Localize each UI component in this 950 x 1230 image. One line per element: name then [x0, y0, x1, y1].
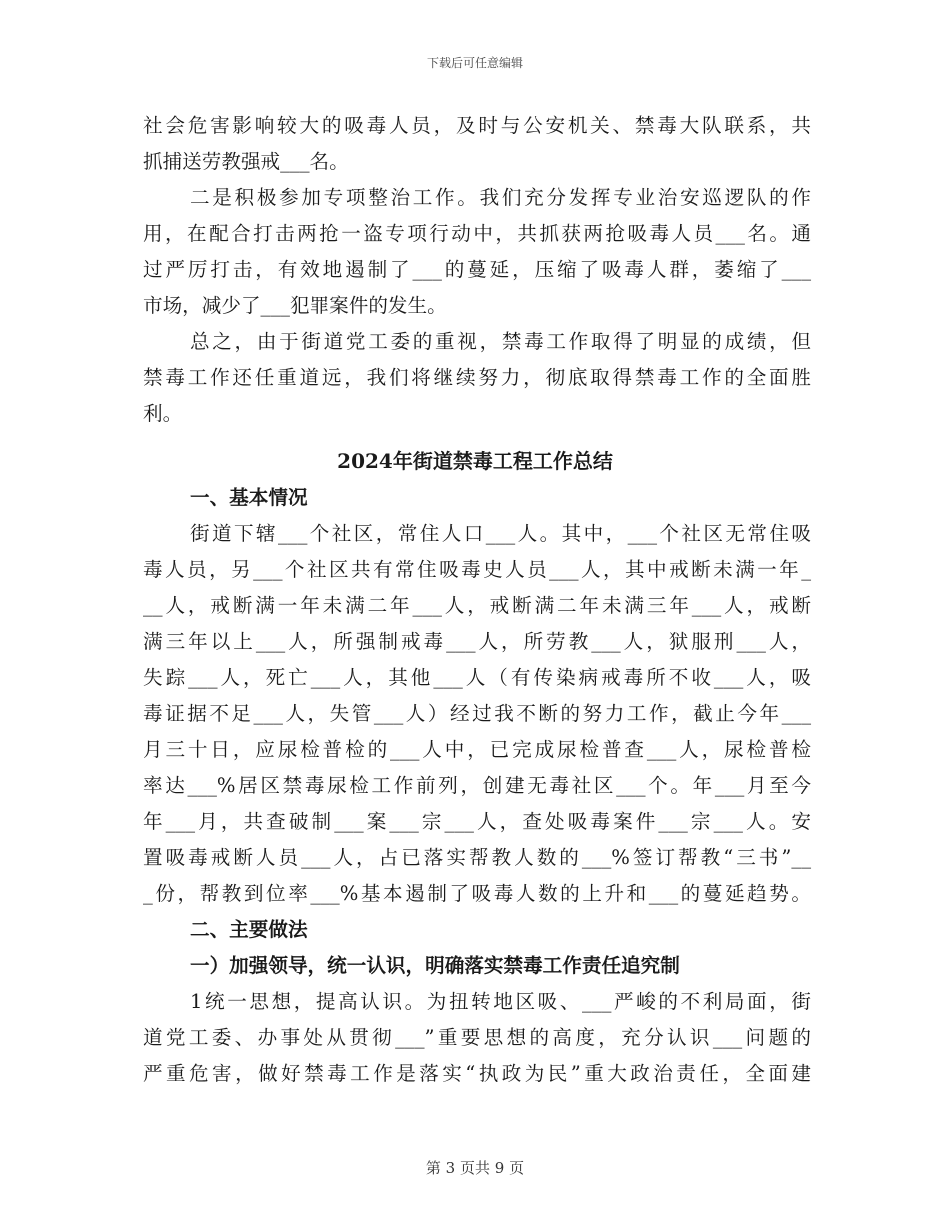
- subsection-heading: 一）加强领导，统一认识，明确落实禁毒工作责任追究制: [190, 954, 680, 977]
- paragraph-line: 置吸毒戒断人员___人，占已落实帮教人数的___%签订帮教“三书”__: [143, 846, 811, 869]
- section-heading: 二、主要做法: [190, 918, 308, 941]
- paragraph-line: 失踪___人，死亡___人，其他___人（有传染病戒毒所不收___人，吸: [143, 666, 811, 689]
- paragraph-line: 用，在配合打击两抢一盗专项行动中，共抓获两抢吸毒人员___名。通: [143, 222, 811, 245]
- paragraph-line: 街道下辖___个社区，常住人口___人。其中，___个社区无常住吸: [190, 522, 811, 545]
- page-header: 下载后可任意编辑: [426, 56, 523, 70]
- paragraph-line: 道党工委、办事处从贯彻___”重要思想的高度，充分认识___问题的: [143, 1026, 811, 1049]
- paragraph-line: 市场，减少了___犯罪案件的发生。: [143, 294, 447, 317]
- paragraph-line: 过严厉打击，有效地遏制了___的蔓延，压缩了吸毒人群，萎缩了___: [143, 258, 811, 281]
- page-footer: 第 3 页共 9 页: [425, 1159, 525, 1177]
- paragraph-line: 率达___%居区禁毒尿检工作前列，创建无毒社区___个。年___月至今: [143, 774, 811, 797]
- paragraph-line: 毒证据不足___人，失管___人）经过我不断的努力工作，截止今年___: [143, 702, 811, 725]
- section-heading: 一、基本情况: [190, 486, 308, 509]
- paragraph-line: 年___月，共查破制___案___宗___人，查处吸毒案件___宗___人。安: [143, 810, 811, 833]
- paragraph-line: 抓捕送劳教强戒___名。: [143, 150, 349, 173]
- paragraph-line: 社会危害影响较大的吸毒人员，及时与公安机关、禁毒大队联系，共: [143, 114, 811, 137]
- paragraph-line: __人，戒断满一年未满二年___人，戒断满二年未满三年___人，戒断: [143, 594, 811, 617]
- paragraph-line: _份，帮教到位率___%基本遏制了吸毒人数的上升和___的蔓延趋势。: [143, 882, 811, 905]
- paragraph-line: 1统一思想，提高认识。为扭转地区吸、___严峻的不利局面，街: [190, 990, 811, 1013]
- paragraph-line: 二是积极参加专项整治工作。我们充分发挥专业治安巡逻队的作: [190, 186, 811, 209]
- paragraph-line: 月三十日，应尿检普检的___人中，已完成尿检普查___人，尿检普检: [143, 738, 811, 761]
- paragraph-line: 严重危害，做好禁毒工作是落实“执政为民”重大政治责任，全面建: [143, 1062, 811, 1085]
- paragraph-line: 满三年以上___人，所强制戒毒___人，所劳教___人，狱服刑___人，: [143, 630, 811, 653]
- document-title: 2024年街道禁毒工程工作总结: [337, 449, 613, 473]
- paragraph-line: 总之，由于街道党工委的重视，禁毒工作取得了明显的成绩，但: [190, 330, 811, 353]
- paragraph-line: 禁毒工作还任重道远，我们将继续努力，彻底取得禁毒工作的全面胜: [143, 366, 811, 389]
- paragraph-line: 利。: [143, 402, 183, 425]
- paragraph-line: 毒人员，另___个社区共有常住吸毒史人员___人，其中戒断未满一年_: [143, 558, 811, 581]
